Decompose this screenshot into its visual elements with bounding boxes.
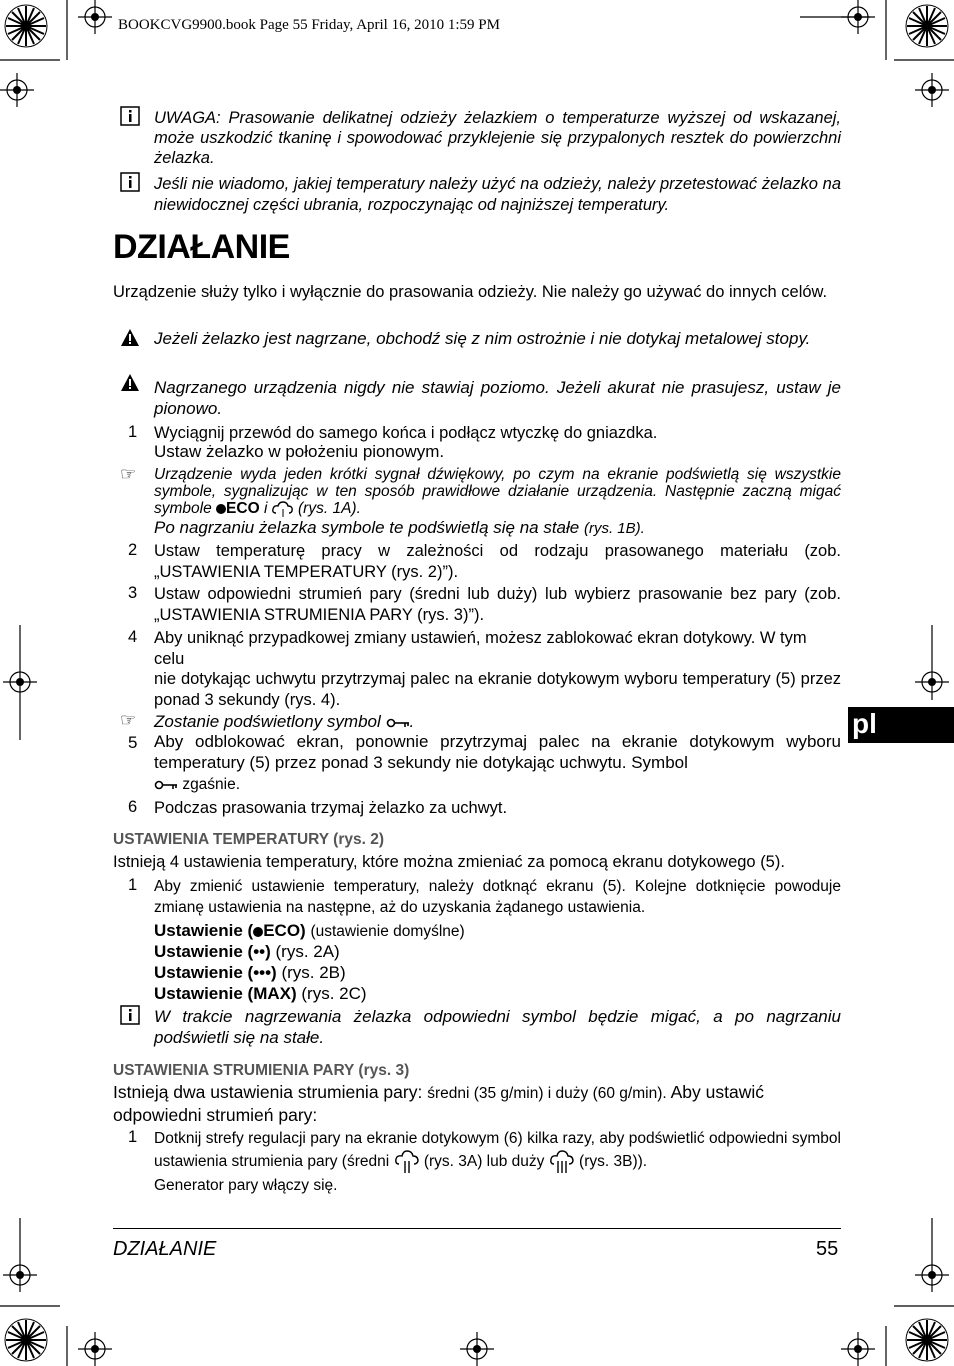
eco-label: ECO: [226, 500, 260, 517]
note-temperature-test: Jeśli nie wiadomo, jakiej temperatury należy użyć na odzieży, należy przetestować żelazko na niewidocznej części ubrania, rozpoczynając od najniższej temperatury.: [154, 175, 841, 214]
eco-dot-icon: [216, 504, 226, 514]
info-icon: [120, 106, 140, 126]
print-header: BOOKCVG9900.book Page 55 Friday, April 16, 2010 1:59 PM: [118, 17, 500, 33]
starburst-mark-br: [906, 1319, 948, 1361]
warning-hot-iron: Jeżeli żelazko jest nagrzane, obchodź się z nim ostrożnie i nie dotykaj metalowej stopy.: [154, 329, 811, 348]
tip-and: i: [263, 500, 268, 517]
step-5-text: Aby odblokować ekran, ponownie przytrzymaj palec na ekranie dotykowym wyboru temperatury (5) przez ponad 3 sekundy nie dotykając uchwytu. Symbol: [154, 732, 841, 772]
step-number: 1: [128, 423, 138, 441]
footer-rule: [113, 1228, 841, 1229]
warning-icon: [120, 373, 140, 393]
steam-high-icon: [549, 1149, 575, 1175]
tip-heated-text: Po nagrzaniu żelazka symbole te podświetlą się na stałe: [154, 518, 580, 537]
footer-section: DZIAŁANIE: [113, 1238, 217, 1260]
temperature-step-1: Aby zmienić ustawienie temperatury, należy dotknąć ekranu (5). Kolejne dotknięcie powoduje zmianę ustawienia na następne, aż do uzyskania żądanego ustawienia.: [154, 878, 841, 916]
step-number: 1: [128, 876, 138, 894]
info-icon: [120, 1005, 140, 1025]
step-5-end: [154, 775, 841, 796]
pointing-hand-icon: ☞: [120, 464, 137, 484]
eco-dot-icon: [253, 927, 263, 937]
tip-startup-text: Urządzenie wyda jeden krótki sygnał dźwiękowy, po czym na ekranie podświetlą się wszystkie symbole, sygnalizując w ten sposób prawidłowe działanie urządzenia. Następnie zaczną migać symbole: [154, 466, 841, 517]
steam-intro-c: Aby ustawić odpowiedni strumień pary:: [113, 1082, 764, 1125]
setting-ref: (rys. 2A): [275, 942, 340, 961]
setting-label: Ustawienie (•••): [154, 963, 277, 982]
steam-step-1-b: (rys. 3A) lub duży: [423, 1153, 545, 1171]
page-number: 55: [816, 1238, 839, 1260]
steam-intro: [113, 1082, 841, 1125]
starburst-mark-bl: [5, 1319, 47, 1361]
starburst-mark-tr: [906, 5, 948, 47]
intro-paragraph: Urządzenie służy tylko i wyłącznie do prasowania odzieży. Nie należy go używać do innych celów.: [113, 283, 828, 301]
tip-startup: [154, 466, 841, 517]
tip-lock-text: Zostanie podświetlony symbol: [154, 712, 381, 731]
step-3-text: Ustaw odpowiedni strumień pary (średni lub duży) lub wybierz prasowanie bez pary (zob. „USTAWIENIA STRUMIENIA PARY (rys. 3)”).: [154, 585, 841, 624]
steam-step-1-d: Generator pary włączy się.: [154, 1177, 338, 1194]
step-number: 3: [128, 584, 138, 602]
temperature-note: W trakcie nagrzewania żelazka odpowiedni symbol będzie migać, a po nagrzaniu podświetli się na stałe.: [154, 1007, 841, 1047]
language-tab: pl: [848, 707, 954, 743]
steam-medium-icon: [394, 1149, 420, 1175]
temperature-setting-max: [154, 984, 841, 1005]
pointing-hand-icon: ☞: [120, 710, 137, 730]
starburst-mark-tl: [5, 5, 47, 47]
steam-intro-b: średni (35 g/min) i duży (60 g/min).: [427, 1085, 667, 1102]
temperature-setting-3: [154, 963, 841, 984]
temperature-intro: Istnieją 4 ustawienia temperatury, które można zmieniać za pomocą ekranu dotykowego (5).: [113, 853, 785, 871]
step-number: 5: [128, 733, 138, 752]
warning-icon: [120, 328, 140, 348]
setting-label: Ustawienie (MAX): [154, 984, 297, 1003]
step-2-text: Ustaw temperaturę pracy w zależności od rodzaju prasowanego materiału (zob. „USTAWIENIA TEMPERATURY (rys. 2)”).: [154, 542, 841, 581]
temperature-setting-2: [154, 942, 841, 963]
step-4-text-a: Aby uniknąć przypadkowej zmiany ustawień, możesz zablokować ekran dotykowy. W tym celu: [154, 629, 807, 668]
steam-intro-a: Istnieją dwa ustawienia strumienia pary:: [113, 1082, 423, 1102]
section-title: DZIAŁANIE: [113, 228, 290, 266]
step-number: 4: [128, 628, 138, 646]
steam-step-1: [154, 1128, 841, 1196]
step-1-vertical: Ustaw żelazko w położeniu pionowym.: [154, 442, 445, 461]
tip-heated: [154, 518, 841, 540]
setting-close: ): [300, 921, 306, 940]
setting-label: Ustawienie (••): [154, 942, 271, 961]
steam-step-1-c: (rys. 3B)).: [579, 1153, 648, 1171]
setting-label: Ustawienie (: [154, 921, 254, 940]
step-5-end-text: zgaśnie.: [182, 776, 241, 793]
key-icon: [386, 717, 410, 729]
setting-ref: (rys. 2B): [281, 963, 346, 982]
warning-vertical: Nagrzanego urządzenia nigdy nie stawiaj poziomo. Jeżeli akurat nie prasujesz, ustaw je pionowo.: [154, 378, 841, 418]
note-uwaga: UWAGA: Prasowanie delikatnej odzieży żelazkiem o temperaturze wyższej od wskazanej, może uszkodzić tkaninę i spowodować przyklejenie się przypalonych resztek do powierzchni żelazka.: [154, 109, 841, 167]
eco-label: ECO: [263, 921, 301, 940]
step-1-text: Wyciągnij przewód do samego końca i podłącz wtyczkę do gniazdka.: [154, 424, 658, 442]
steam-cloud-icon: [272, 501, 294, 517]
setting-default-note: (ustawienie domyślne): [310, 923, 465, 940]
info-icon: [120, 172, 140, 192]
steam-section-title: USTAWIENIA STRUMIENIA PARY (rys. 3): [113, 1062, 410, 1079]
step-4-text-b: nie dotykając uchwytu przytrzymaj palec na ekranie dotykowym wyboru temperatury (5) przez ponad 3 sekundy (rys. 4).: [154, 670, 841, 709]
temperature-setting-eco: [154, 921, 841, 943]
step-number: 2: [128, 541, 138, 559]
key-icon: [154, 779, 178, 791]
tip-startup-ref: (rys. 1A).: [298, 500, 361, 517]
steam-step-1-a: Dotknij strefy regulacji pary na ekranie dotykowym (6) kilka razy, aby podświetlić odpowiedni symbol ustawienia strumienia pary (średni: [154, 1130, 841, 1171]
step-6-text: Podczas prasowania trzymaj żelazko za uchwyt.: [154, 799, 508, 817]
step-number: 1: [128, 1128, 138, 1146]
tip-heated-ref: (rys. 1B).: [583, 520, 645, 537]
temperature-section-title: USTAWIENIA TEMPERATURY (rys. 2): [113, 831, 384, 848]
step-number: 6: [128, 798, 138, 816]
setting-ref: (rys. 2C): [301, 984, 367, 1003]
tip-lock: Zostanie podświetlony symbol .: [154, 712, 415, 731]
